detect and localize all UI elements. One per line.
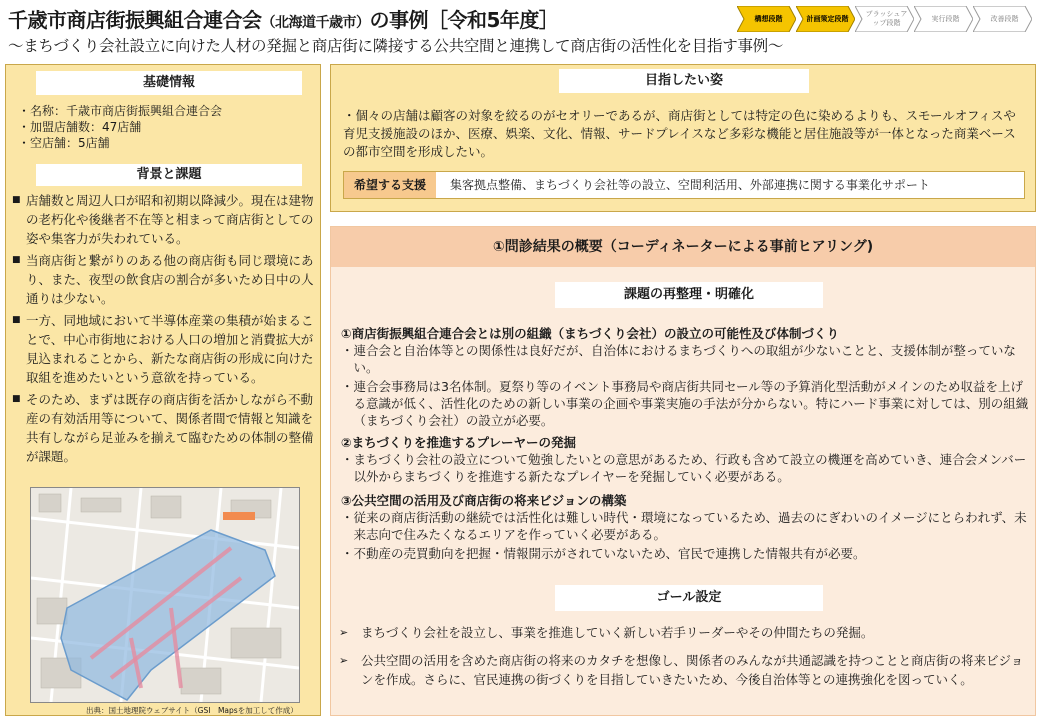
arrow-bullet-icon: ➢ bbox=[339, 654, 349, 667]
result-heading: ①問診結果の概要（コーディネーターによる事前ヒアリング) bbox=[331, 227, 1035, 267]
background-item: ■ 一方、同地域において半導体産業の集積が始まることで、中心市街地における人口の増加と消費拡大が見込まれることから、新たな商店街の形成に向けた取組を進めたいという意欲を持っている。 bbox=[12, 313, 314, 385]
vision-text: ・個々の店舗は顧客の対象を絞るのがセオリーであるが、商店街としては特定の色に染めるよりも、スモールオフィスや育児支援施設のほか、医療、娯楽、文化、情報、サードプレイスなど多彩な機能と居住施設等が一体となった商業ベースの都市空間を形成したい。 bbox=[343, 108, 1016, 159]
background-item: ■ 店舗数と周辺人口が昭和初期以降減少。現在は建物の老朽化や後継者不在等と相まって商店街としての姿や集客力が失われている。 bbox=[12, 193, 314, 246]
issue-section bbox=[341, 492, 1031, 562]
goal-item: ➢ まちづくり会社を設立し、事業を推進していく新しい若手リーダーやその仲間たちの発掘。 bbox=[339, 625, 874, 640]
support-label: 希望する支援 bbox=[344, 172, 436, 198]
basic-info-item: ・空店舗：5店舗 bbox=[18, 136, 110, 150]
area-map-graphic bbox=[31, 488, 299, 702]
issue-bullet: ・ 連合会と自治体等との関係性は良好だが、自治体におけるまちづくりへの取組が少ないことと、支援体制が整っていない。 bbox=[341, 343, 1016, 375]
basic-info-list bbox=[18, 103, 222, 151]
issue-bullet: ・ まちづくり会社の設立について勉強したいとの意思があるため、行政も含めて設立の機運を高めていき、連合会メンバー以外からまちづくりを推進する新たなプレイヤーを発掘していく必要がある。 bbox=[341, 452, 1027, 484]
phase-step-improvement: 改善段階 bbox=[973, 6, 1032, 32]
result-panel bbox=[330, 226, 1036, 716]
phase-step-execution: 実行段階 bbox=[914, 6, 973, 32]
issue-bullet: ・ 従来の商店街活動の継続では活性化は難しい時代・環境になっているため、過去のにぎわいのイメージにとらわれず、未来志向で住みたくなるエリアを作っていく必要がある。 bbox=[341, 510, 1027, 542]
issue-section-title: ②まちづくりを推進するプレーヤーの発掘 bbox=[341, 435, 576, 450]
square-bullet-icon: ■ bbox=[12, 255, 21, 265]
issue-bullet: ・ 連合会事務局は3名体制。夏祭り等のイベント事務局や商店街共同セール等の予算消化型活動がメインのため収益を上げる意識が低く、活性化のための新しい事業の企画や事業実施の手法が分からない。特にハード事業に対しては、別の組織（まちづくり会社）の設立が必要。 bbox=[341, 379, 1029, 428]
goal-item: ➢ 公共空間の活用を含めた商店街の将来のカタチを想像し、関係者のみんなが共通認識を持つことと商店街の将来ビジョンを作成。さらに、官民連携の街づくりを目指していきたいため、今後自治体等との連携強化を図っていく。 bbox=[339, 653, 1024, 687]
vision-panel bbox=[330, 64, 1036, 212]
arrow-bullet-icon: ➢ bbox=[339, 626, 349, 639]
vision-heading: 目指したい姿 bbox=[559, 69, 809, 93]
issue-section-title: ①商店街振興組合連合会とは別の組織（まちづくり会社）の設立の可能性及び体制づくり bbox=[341, 326, 839, 341]
phase-step-concept: 構想段階 bbox=[737, 6, 796, 32]
square-bullet-icon: ■ bbox=[12, 315, 21, 325]
square-bullet-icon: ■ bbox=[12, 394, 21, 404]
phase-step-brushup: ブラッシュアップ段階 bbox=[855, 6, 914, 32]
goal-setting-heading: ゴール設定 bbox=[555, 585, 823, 611]
background-list bbox=[12, 191, 316, 469]
basic-info-item: ・名称：千歳市商店街振興組合連合会 bbox=[18, 104, 223, 118]
issue-section bbox=[341, 434, 1031, 485]
issue-section-title: ③公共空間の活用及び商店街の将来ビジョンの構築 bbox=[341, 493, 627, 508]
support-row bbox=[343, 171, 1025, 199]
basic-info-heading: 基礎情報 bbox=[36, 71, 302, 95]
square-bullet-icon: ■ bbox=[12, 195, 21, 205]
phase-step-planning: 計画策定段階 bbox=[796, 6, 855, 32]
support-text: 集客拠点整備、まちづくり会社等の設立、空間利活用、外部連携に関する事業化サポート bbox=[450, 178, 930, 192]
background-heading: 背景と課題 bbox=[36, 164, 302, 186]
page-subtitle: ～まちづくり会社設立に向けた人材の発掘と商店街に隣接する公共空間と連携して商店街の活性化を目指す事例～ bbox=[8, 37, 784, 55]
phase-indicator bbox=[737, 6, 1032, 32]
background-item: ■ 当商店街と繋がりのある他の商店街も同じ環境にあり、また、夜型の飲食店の割合が多いため日中の人通りは少ない。 bbox=[12, 253, 314, 306]
page-title: 千歳市商店街振興組合連合会（北海道千歳市）の事例［令和5年度］ bbox=[8, 8, 559, 32]
basic-info-item: ・加盟店舗数：47店舗 bbox=[18, 120, 142, 134]
issue-bullet: ・ 不動産の売買動向を把握・情報開示がされていないため、官民で連携した情報共有が必要。 bbox=[341, 546, 866, 561]
issue-section bbox=[341, 325, 1031, 429]
background-item: ■ そのため、まずは既存の商店街を活かしながら不動産の有効活用等について、関係者間で情報と知識を共有しながら足並みを揃えて臨むための体制の整備が課題。 bbox=[12, 392, 314, 464]
area-map bbox=[30, 487, 300, 703]
map-credit: 出典：国土地理院ウェブサイト（GSI Mapsを加工して作成） bbox=[86, 706, 298, 715]
issues-heading: 課題の再整理・明確化 bbox=[555, 282, 823, 308]
left-panel bbox=[5, 64, 321, 716]
